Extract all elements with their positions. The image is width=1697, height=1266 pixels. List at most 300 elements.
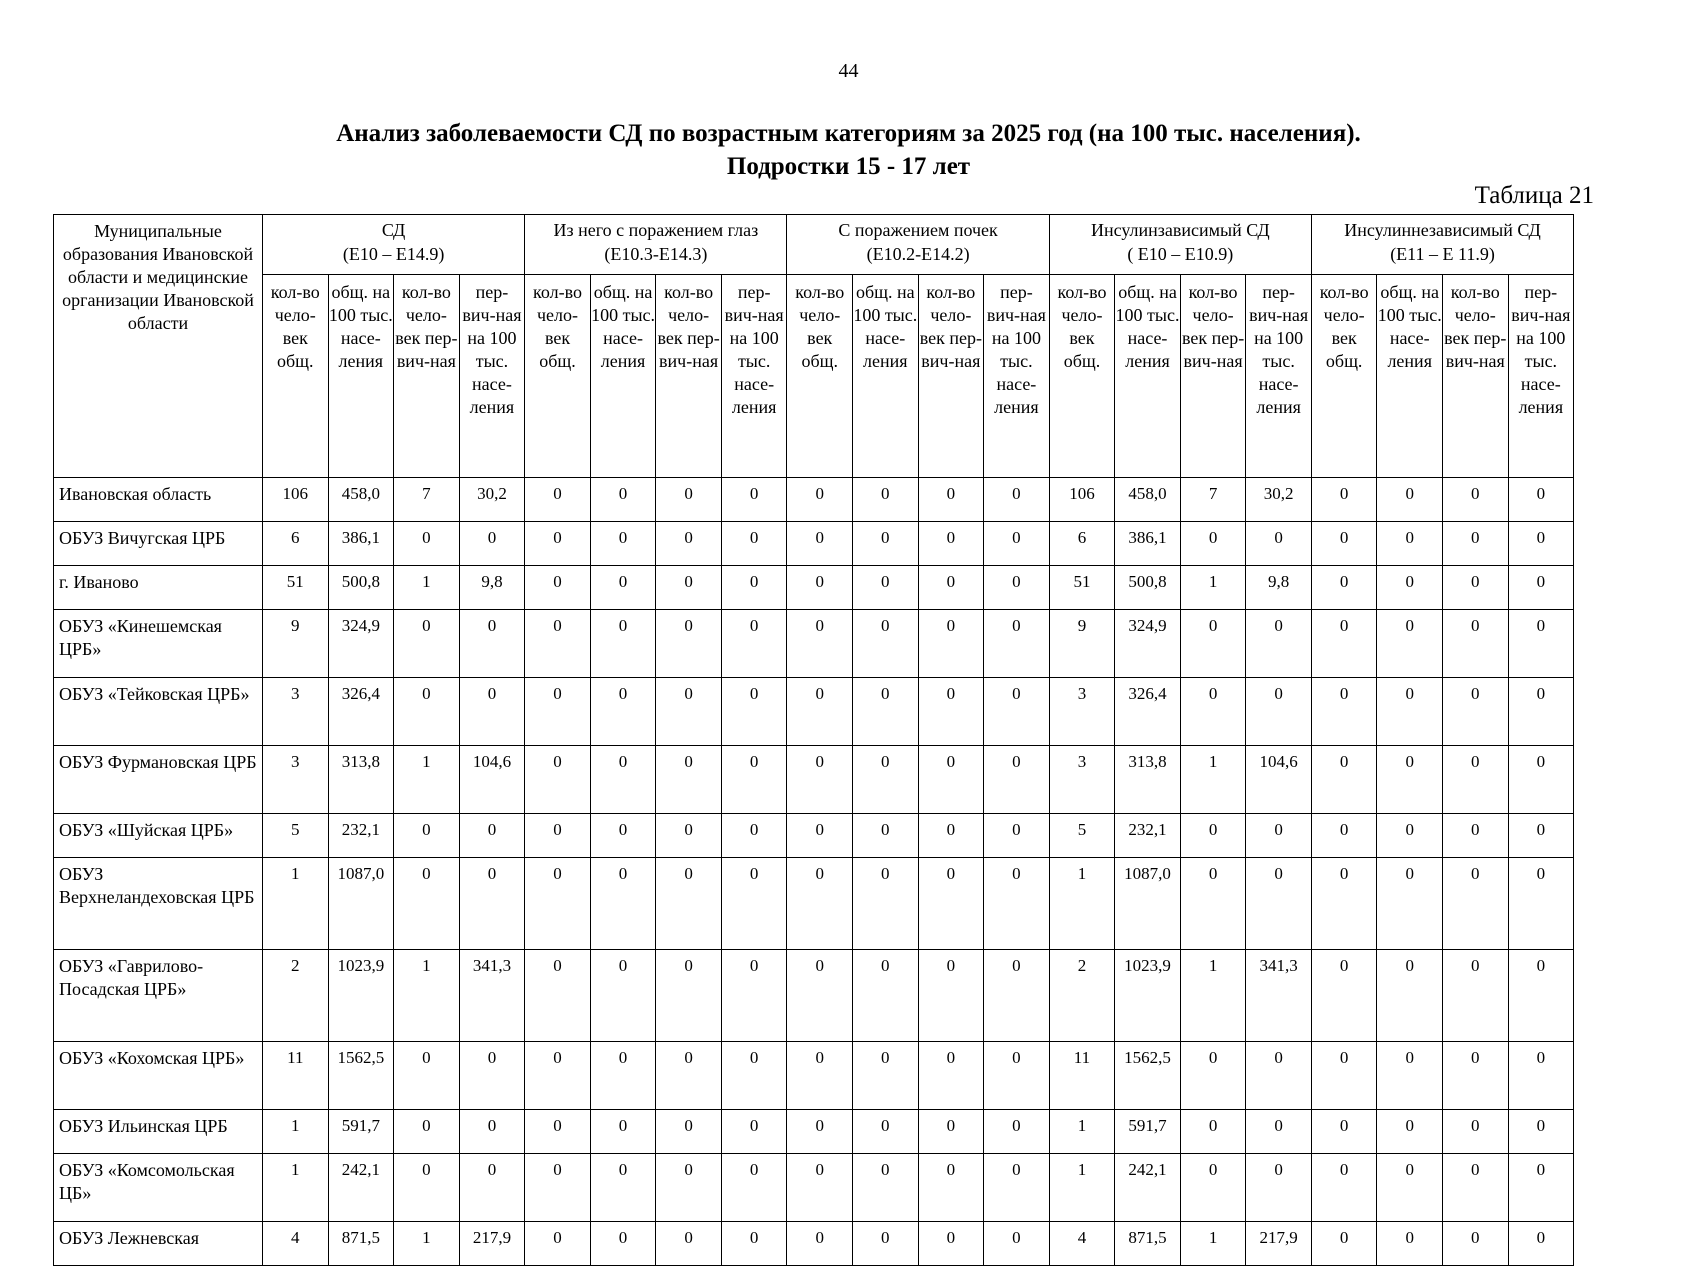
table-cell: 0 [853, 746, 919, 814]
header-subcolumn [525, 275, 591, 478]
header-subcolumn [1311, 275, 1377, 478]
table-cell: 0 [459, 1110, 525, 1154]
table-cell: 0 [1508, 566, 1574, 610]
row-organization-name: ОБУЗ «Комсомольская ЦБ» [54, 1154, 263, 1222]
table-cell: 0 [1311, 478, 1377, 522]
table-cell: 0 [984, 1154, 1050, 1222]
table-cell: 1 [263, 858, 329, 950]
table-cell: 232,1 [328, 814, 394, 858]
table-cell: 0 [984, 814, 1050, 858]
table-cell: 9 [263, 610, 329, 678]
table-cell: 0 [853, 1110, 919, 1154]
table-cell: 0 [1311, 746, 1377, 814]
table-cell: 0 [394, 1042, 460, 1110]
header-subcolumn [394, 275, 460, 478]
table-cell: 51 [1049, 566, 1115, 610]
table-cell: 458,0 [328, 478, 394, 522]
table-cell: 7 [394, 478, 460, 522]
header-subcolumn-label: общ. на 100 тыс. насе-ления [1377, 282, 1442, 371]
table-cell: 0 [1180, 858, 1246, 950]
table-row [54, 566, 1574, 610]
table-cell: 1 [394, 566, 460, 610]
table-label: Таблица 21 [1474, 182, 1594, 209]
table-cell: 0 [656, 1042, 722, 1110]
table-cell: 591,7 [1115, 1110, 1181, 1154]
table-cell: 0 [984, 950, 1050, 1042]
header-group-name: Инсулинзависимый СД [1090, 220, 1270, 240]
header-subcolumn [984, 275, 1050, 478]
table-cell: 3 [263, 678, 329, 746]
table-cell: 0 [1180, 522, 1246, 566]
table-cell: 341,3 [1246, 950, 1312, 1042]
table-cell: 4 [1049, 1222, 1115, 1266]
table-cell: 0 [1180, 814, 1246, 858]
table-cell: 0 [984, 746, 1050, 814]
table-cell: 0 [918, 1042, 984, 1110]
table-cell: 104,6 [459, 746, 525, 814]
table-cell: 0 [459, 522, 525, 566]
row-organization-name: ОБУЗ «Кинешемская ЦРБ» [54, 610, 263, 678]
table-cell: 0 [1443, 950, 1509, 1042]
row-organization-name: ОБУЗ Ильинская ЦРБ [54, 1110, 263, 1154]
table-row [54, 610, 1574, 678]
table-cell: 0 [853, 950, 919, 1042]
header-subcolumn-label: пер-вич-ная на 100 тыс. насе-ления [986, 282, 1046, 417]
table-cell: 0 [918, 950, 984, 1042]
table-cell: 0 [1246, 610, 1312, 678]
header-subcolumn [1180, 275, 1246, 478]
table-cell: 0 [1377, 478, 1443, 522]
table-cell: 0 [984, 1222, 1050, 1266]
header-subcolumn [1377, 275, 1443, 478]
data-table [53, 214, 1574, 1266]
table-cell: 0 [1377, 1222, 1443, 1266]
table-cell: 0 [525, 746, 591, 814]
table-cell: 1 [1180, 950, 1246, 1042]
table-cell: 1562,5 [1115, 1042, 1181, 1110]
table-cell: 313,8 [1115, 746, 1181, 814]
header-subcolumn-label: пер-вич-ная на 100 тыс. насе-ления [724, 282, 784, 417]
table-cell: 0 [918, 1154, 984, 1222]
header-group-name: СД [381, 220, 406, 240]
table-cell: 0 [525, 1042, 591, 1110]
table-cell: 0 [1311, 566, 1377, 610]
table-cell: 0 [918, 814, 984, 858]
table-cell: 0 [1377, 610, 1443, 678]
table-cell: 871,5 [1115, 1222, 1181, 1266]
table-cell: 0 [1180, 678, 1246, 746]
table-cell: 0 [984, 678, 1050, 746]
header-subcolumn-label: общ. на 100 тыс. насе-ления [591, 282, 656, 371]
table-cell: 5 [263, 814, 329, 858]
table-cell: 3 [1049, 746, 1115, 814]
table-cell: 51 [263, 566, 329, 610]
table-cell: 0 [459, 678, 525, 746]
table-cell: 1087,0 [1115, 858, 1181, 950]
table-cell: 242,1 [328, 1154, 394, 1222]
table-cell: 458,0 [1115, 478, 1181, 522]
header-subcolumn [1115, 275, 1181, 478]
table-cell: 0 [525, 1110, 591, 1154]
table-cell: 0 [853, 522, 919, 566]
table-cell: 0 [984, 1110, 1050, 1154]
page-number: 44 [838, 60, 859, 82]
table-row [54, 746, 1574, 814]
table-cell: 326,4 [1115, 678, 1181, 746]
table-cell: 6 [263, 522, 329, 566]
table-cell: 0 [394, 610, 460, 678]
table-cell: 0 [721, 858, 787, 950]
table-cell: 0 [1443, 746, 1509, 814]
table-cell: 0 [525, 950, 591, 1042]
table-cell: 313,8 [328, 746, 394, 814]
header-subcolumn-label: пер-вич-ная на 100 тыс. насе-ления [462, 282, 522, 417]
table-cell: 3 [1049, 678, 1115, 746]
table-cell: 0 [1443, 1222, 1509, 1266]
table-cell: 0 [1443, 678, 1509, 746]
header-subcolumn-label: кол-во чело-век пер-вич-ная [657, 282, 720, 371]
table-cell: 0 [787, 1110, 853, 1154]
table-cell: 0 [721, 1154, 787, 1222]
table-cell: 11 [1049, 1042, 1115, 1110]
table-cell: 5 [1049, 814, 1115, 858]
table-cell: 1 [263, 1154, 329, 1222]
table-cell: 0 [984, 858, 1050, 950]
table-cell: 0 [656, 522, 722, 566]
table-cell: 386,1 [328, 522, 394, 566]
table-cell: 0 [787, 522, 853, 566]
table-cell: 0 [1180, 1154, 1246, 1222]
table-cell: 11 [263, 1042, 329, 1110]
row-organization-name: ОБУЗ «Кохомская ЦРБ» [54, 1042, 263, 1110]
table-cell: 0 [525, 1154, 591, 1222]
table-cell: 0 [1311, 522, 1377, 566]
table-cell: 0 [656, 610, 722, 678]
table-cell: 0 [1246, 858, 1312, 950]
row-organization-name: г. Иваново [54, 566, 263, 610]
table-cell: 0 [525, 522, 591, 566]
header-group [787, 215, 1049, 275]
table-cell: 0 [1311, 1154, 1377, 1222]
table-cell: 0 [787, 1154, 853, 1222]
table-cell: 0 [853, 1042, 919, 1110]
header-subcolumn-label: кол-во чело-век общ. [270, 282, 320, 371]
table-cell: 0 [721, 1222, 787, 1266]
table-cell: 0 [590, 1110, 656, 1154]
table-cell: 0 [1508, 858, 1574, 950]
table-cell: 0 [1443, 478, 1509, 522]
table-cell: 0 [525, 678, 591, 746]
header-group-name: С поражением почек [838, 220, 998, 240]
table-cell: 0 [918, 1222, 984, 1266]
table-row [54, 858, 1574, 950]
header-subcolumn [721, 275, 787, 478]
table-cell: 0 [853, 814, 919, 858]
table-cell: 0 [787, 610, 853, 678]
table-cell: 0 [394, 678, 460, 746]
header-subcolumn-label: кол-во чело-век общ. [1057, 282, 1107, 371]
title-line-2: Подростки 15 - 17 лет [726, 153, 971, 180]
table-cell: 0 [1377, 566, 1443, 610]
table-row [54, 814, 1574, 858]
table-cell: 1 [1049, 1154, 1115, 1222]
row-organization-name: ОБУЗ Верхнеландеховская ЦРБ [54, 858, 263, 950]
table-cell: 0 [918, 610, 984, 678]
table-cell: 0 [1443, 1110, 1509, 1154]
table-cell: 500,8 [328, 566, 394, 610]
table-cell: 0 [590, 1154, 656, 1222]
header-subcolumn [918, 275, 984, 478]
table-cell: 500,8 [1115, 566, 1181, 610]
header-group-name: Из него с поражением глаз [553, 220, 759, 240]
header-group-code: (E11 – E 11.9) [1390, 244, 1495, 264]
table-row [54, 678, 1574, 746]
table-cell: 0 [1377, 746, 1443, 814]
table-cell: 0 [721, 746, 787, 814]
table-cell: 0 [1311, 858, 1377, 950]
table-cell: 0 [656, 950, 722, 1042]
table-cell: 0 [1508, 678, 1574, 746]
table-cell: 0 [590, 1042, 656, 1110]
table-cell: 0 [918, 746, 984, 814]
table-cell: 0 [590, 1222, 656, 1266]
table-cell: 0 [853, 678, 919, 746]
header-subcolumn [853, 275, 919, 478]
header-subcolumn [656, 275, 722, 478]
table-cell: 0 [1508, 814, 1574, 858]
table-cell: 0 [721, 522, 787, 566]
table-cell: 0 [853, 1154, 919, 1222]
table-cell: 0 [1377, 950, 1443, 1042]
table-cell: 0 [721, 566, 787, 610]
table-cell: 104,6 [1246, 746, 1312, 814]
table-cell: 0 [1443, 1154, 1509, 1222]
row-organization-name: ОБУЗ Лежневская [54, 1222, 263, 1266]
table-cell: 0 [721, 1042, 787, 1110]
table-cell: 1 [263, 1110, 329, 1154]
table-cell: 0 [787, 678, 853, 746]
table-cell: 0 [853, 566, 919, 610]
header-subcolumn-label: кол-во чело-век пер-вич-ная [1444, 282, 1507, 371]
table-cell: 0 [1443, 814, 1509, 858]
header-subcolumn-label: кол-во чело-век пер-вич-ная [919, 282, 982, 371]
table-cell: 0 [590, 678, 656, 746]
table-cell: 0 [1377, 814, 1443, 858]
table-cell: 0 [853, 478, 919, 522]
header-subcolumn-label: общ. на 100 тыс. насе-ления [1115, 282, 1180, 371]
table-cell: 0 [1246, 1110, 1312, 1154]
table-row [54, 950, 1574, 1042]
table-cell: 106 [1049, 478, 1115, 522]
table-cell: 0 [525, 858, 591, 950]
table-cell: 0 [525, 814, 591, 858]
document-title [0, 117, 1697, 183]
table-cell: 1 [1180, 746, 1246, 814]
table-cell: 871,5 [328, 1222, 394, 1266]
table-cell: 0 [1508, 746, 1574, 814]
table-cell: 0 [590, 950, 656, 1042]
header-subcolumn-label: кол-во чело-век пер-вич-ная [1181, 282, 1245, 371]
row-organization-name: ОБУЗ Вичугская ЦРБ [54, 522, 263, 566]
header-subcolumn [787, 275, 853, 478]
table-cell: 0 [721, 950, 787, 1042]
table-cell: 0 [459, 610, 525, 678]
header-group-code: (E10.3-E14.3) [604, 244, 708, 264]
table-cell: 0 [1246, 1042, 1312, 1110]
table-cell: 0 [1443, 858, 1509, 950]
table-cell: 0 [459, 1042, 525, 1110]
table-cell: 0 [984, 566, 1050, 610]
header-group-code: (E10.2-E14.2) [866, 244, 970, 264]
table-cell: 106 [263, 478, 329, 522]
table-cell: 0 [656, 814, 722, 858]
table-cell: 0 [656, 566, 722, 610]
table-cell: 326,4 [328, 678, 394, 746]
table-cell: 0 [1246, 1154, 1312, 1222]
table-cell: 0 [1180, 1042, 1246, 1110]
table-cell: 0 [787, 566, 853, 610]
row-organization-name: ОБУЗ «Тейковская ЦРБ» [54, 678, 263, 746]
table-cell: 0 [656, 858, 722, 950]
row-organization-name: ОБУЗ Фурмановская ЦРБ [54, 746, 263, 814]
header-subcolumn [1246, 275, 1312, 478]
table-cell: 0 [656, 1154, 722, 1222]
table-cell: 0 [590, 746, 656, 814]
table-cell: 0 [394, 522, 460, 566]
table-cell: 0 [1246, 678, 1312, 746]
header-subcolumn-label: кол-во чело-век общ. [533, 282, 582, 371]
table-cell: 0 [459, 1154, 525, 1222]
table-cell: 2 [263, 950, 329, 1042]
table-cell: 0 [459, 814, 525, 858]
table-cell: 30,2 [459, 478, 525, 522]
table-cell: 0 [918, 566, 984, 610]
table-cell: 0 [1311, 1042, 1377, 1110]
table-cell: 0 [984, 1042, 1050, 1110]
table-cell: 0 [918, 522, 984, 566]
table-cell: 0 [853, 858, 919, 950]
table-cell: 0 [721, 678, 787, 746]
table-cell: 217,9 [1246, 1222, 1312, 1266]
table-cell: 9,8 [459, 566, 525, 610]
table-cell: 0 [1377, 678, 1443, 746]
table-cell: 0 [1508, 522, 1574, 566]
row-organization-name: Ивановская область [54, 478, 263, 522]
table-cell: 9,8 [1246, 566, 1312, 610]
table-cell: 1 [394, 950, 460, 1042]
header-subcolumn-label: кол-во чело-век общ. [1319, 282, 1369, 371]
table-cell: 4 [263, 1222, 329, 1266]
table-cell: 0 [1311, 1110, 1377, 1154]
header-group [1049, 215, 1311, 275]
table-cell: 0 [525, 566, 591, 610]
table-cell: 1562,5 [328, 1042, 394, 1110]
table-cell: 0 [1180, 1110, 1246, 1154]
table-cell: 1 [1049, 1110, 1115, 1154]
table-cell: 0 [984, 610, 1050, 678]
table-cell: 0 [1443, 1042, 1509, 1110]
table-cell: 0 [1311, 950, 1377, 1042]
table-cell: 1087,0 [328, 858, 394, 950]
table-cell: 0 [721, 1110, 787, 1154]
table-cell: 0 [918, 478, 984, 522]
table-cell: 9 [1049, 610, 1115, 678]
table-row [54, 478, 1574, 522]
header-municipality: Муниципальные образования Ивановской области и медицинские организации Ивановской области [54, 215, 263, 478]
table-row [54, 522, 1574, 566]
table-cell: 0 [787, 1042, 853, 1110]
header-subcolumn [590, 275, 656, 478]
header-subcolumn [1049, 275, 1115, 478]
table-cell: 0 [918, 678, 984, 746]
table-cell: 0 [721, 610, 787, 678]
table-cell: 591,7 [328, 1110, 394, 1154]
table-cell: 1023,9 [328, 950, 394, 1042]
table-cell: 0 [853, 610, 919, 678]
table-cell: 0 [590, 478, 656, 522]
table-row [54, 1110, 1574, 1154]
table-cell: 0 [787, 814, 853, 858]
table-cell: 232,1 [1115, 814, 1181, 858]
table-cell: 7 [1180, 478, 1246, 522]
title-line-1: Анализ заболеваемости СД по возрастным категориям за 2025 год (на 100 тыс. населения). [336, 120, 1361, 147]
table-cell: 386,1 [1115, 522, 1181, 566]
row-organization-name: ОБУЗ «Гаврилово-Посадская ЦРБ» [54, 950, 263, 1042]
table-cell: 0 [853, 1222, 919, 1266]
table-cell: 0 [1508, 1222, 1574, 1266]
table-cell: 0 [918, 858, 984, 950]
header-subcolumn-label: пер-вич-ная на 100 тыс. насе-ления [1511, 282, 1571, 417]
table-cell: 0 [1377, 1154, 1443, 1222]
header-group-code: (E10 – E14.9) [342, 244, 445, 264]
header-subcolumn-label: кол-во чело-век общ. [795, 282, 845, 371]
table-cell: 0 [984, 522, 1050, 566]
table-cell: 0 [1377, 1042, 1443, 1110]
table-cell: 0 [1377, 522, 1443, 566]
table-cell: 0 [394, 814, 460, 858]
table-cell: 0 [1508, 478, 1574, 522]
table-cell: 0 [721, 814, 787, 858]
table-cell: 0 [590, 566, 656, 610]
header-subcolumn [459, 275, 525, 478]
table-cell: 0 [918, 1110, 984, 1154]
table-cell: 0 [656, 478, 722, 522]
table-cell: 0 [787, 950, 853, 1042]
table-cell: 0 [1443, 566, 1509, 610]
table-cell: 0 [525, 610, 591, 678]
header-group-code: ( E10 – E10.9) [1127, 244, 1234, 264]
table-row [54, 1042, 1574, 1110]
table-cell: 0 [590, 610, 656, 678]
table-cell: 0 [1443, 522, 1509, 566]
table-cell: 0 [1246, 814, 1312, 858]
table-cell: 0 [1508, 610, 1574, 678]
table-cell: 0 [394, 1154, 460, 1222]
table-cell: 0 [1508, 1154, 1574, 1222]
header-subcolumn-label: общ. на 100 тыс. насе-ления [328, 282, 393, 371]
header-group [263, 215, 525, 275]
table-cell: 0 [394, 858, 460, 950]
table-cell: 0 [1377, 858, 1443, 950]
table-cell: 324,9 [1115, 610, 1181, 678]
header-subcolumn-label: общ. на 100 тыс. насе-ления [853, 282, 918, 371]
table-cell: 1 [1180, 1222, 1246, 1266]
header-group [525, 215, 787, 275]
table-cell: 1 [1049, 858, 1115, 950]
table-cell: 242,1 [1115, 1154, 1181, 1222]
table-cell: 0 [1508, 950, 1574, 1042]
table-cell: 0 [1180, 610, 1246, 678]
